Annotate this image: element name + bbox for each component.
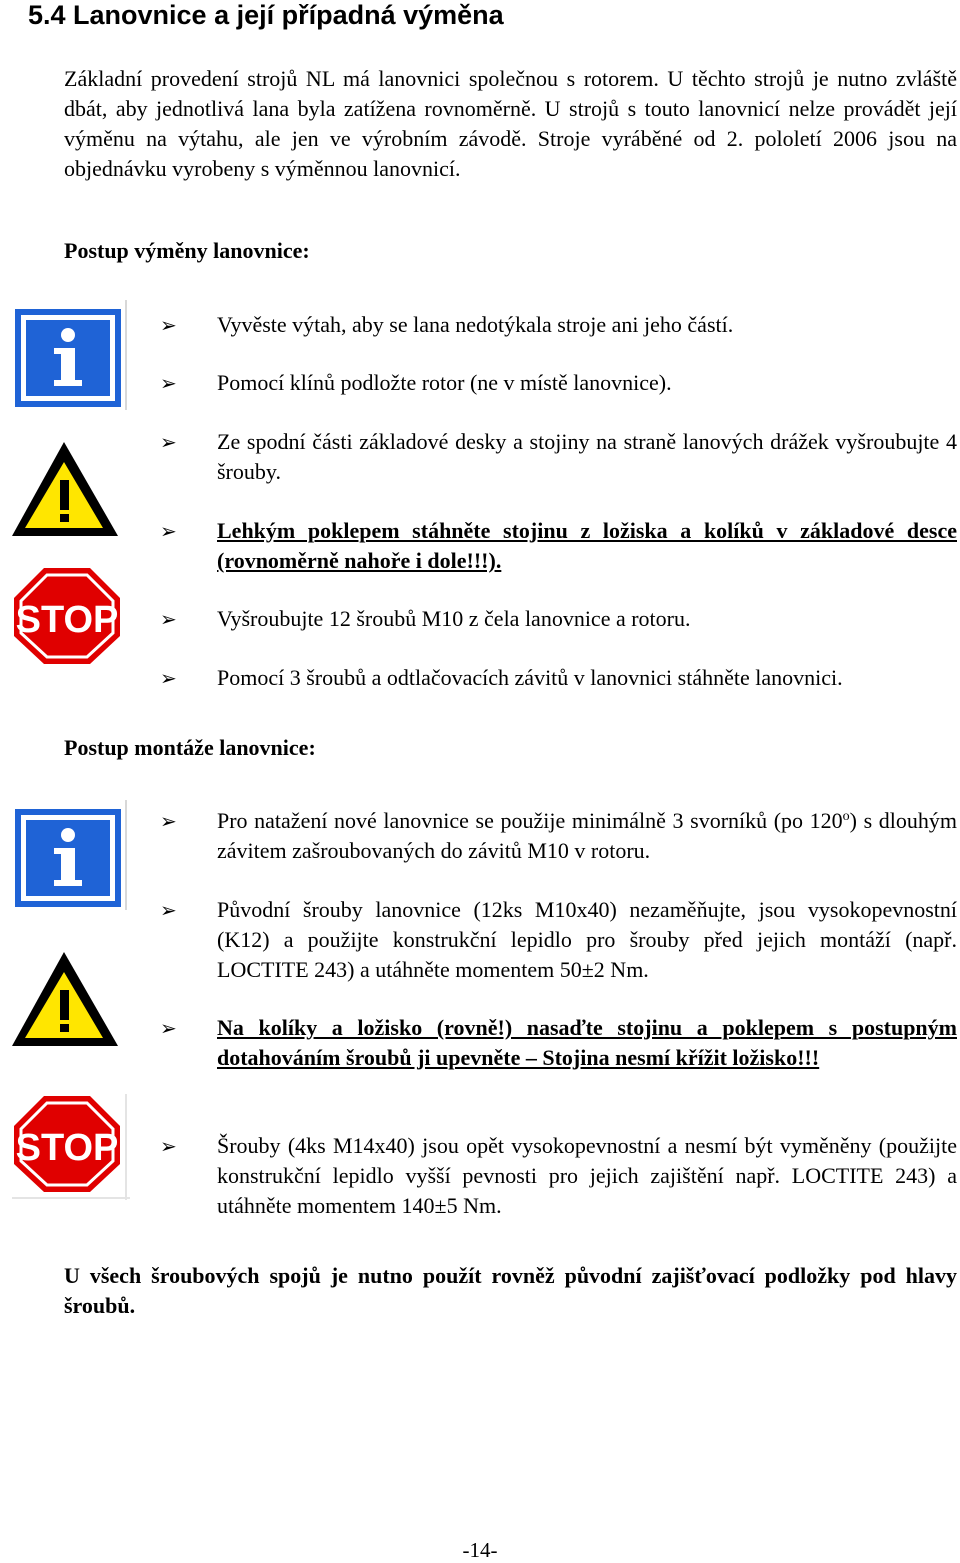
- bullet-arrow-icon: ➢: [160, 1016, 177, 1040]
- warning-icon: [10, 440, 122, 540]
- info-icon: [14, 300, 130, 410]
- bullet-arrow-icon: ➢: [160, 430, 177, 454]
- stop-sign-icon: [12, 566, 122, 666]
- warning-icon: [10, 950, 122, 1050]
- bullet-arrow-icon: ➢: [160, 607, 177, 631]
- bullet-arrow-icon: ➢: [160, 519, 177, 543]
- info-icon: [14, 800, 130, 910]
- intro-paragraph: Základní provedení strojů NL má lanovnici společnou s rotorem. U těchto strojů je nutno zvláště dbát, aby jednotlivá lana byla zatížena rovnoměrně. U strojů s touto lanovnicí nelze provádět její výměnu na výtahu, ale jen ve výrobním závodě. Stroje vyráběné od 2. pololetí 2006 jsou na objednávku vyrobeny s výměnnou lanovnicí.: [64, 66, 957, 181]
- section2-title: Postup montáže lanovnice:: [64, 735, 316, 760]
- bullet-arrow-icon: ➢: [160, 809, 177, 833]
- bullet-arrow-icon: ➢: [160, 313, 177, 337]
- bullet-arrow-icon: ➢: [160, 666, 177, 690]
- page-heading: 5.4 Lanovnice a její případná výměna: [28, 0, 504, 30]
- stop-sign-text: STOP: [15, 599, 119, 641]
- stop-sign-text: STOP: [15, 1127, 119, 1169]
- stop-sign-icon: [12, 1094, 130, 1200]
- section1-title: Postup výměny lanovnice:: [64, 238, 310, 263]
- bullet-arrow-icon: ➢: [160, 1134, 177, 1158]
- closing-note: U všech šroubových spojů je nutno použít rovněž původní zajišťovací podložky pod hlavy šroubů.: [64, 1263, 957, 1318]
- bullet-arrow-icon: ➢: [160, 898, 177, 922]
- bullet-arrow-icon: ➢: [160, 371, 177, 395]
- page-number: -14-: [462, 1538, 498, 1562]
